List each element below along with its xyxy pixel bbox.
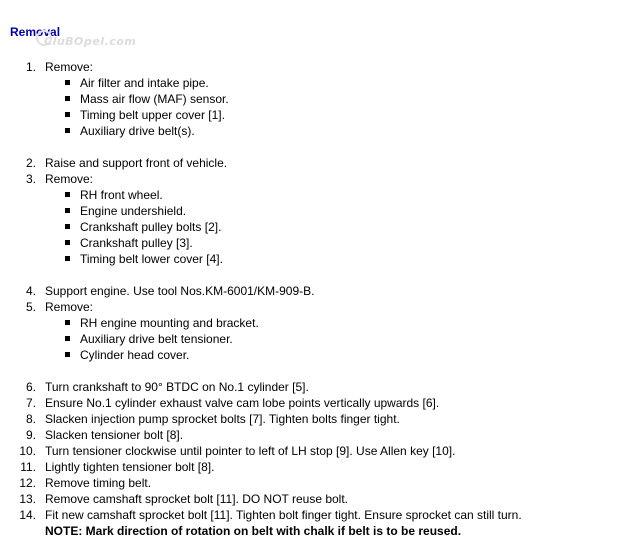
step-text: Remove: [45,300,94,314]
step-number: 11. [20,460,36,474]
list-item-text: Timing belt lower cover [4]. [80,252,223,266]
step-text: Raise and support front of vehicle. [45,156,228,170]
list-item [0,203,619,219]
step-8 [0,411,619,427]
bullet-icon [65,192,70,197]
step-11 [0,459,619,475]
step-text: Fit new camshaft sprocket bolt [11]. Tighten bolt finger tight. Ensure sprocket can still turn. [45,508,522,522]
step-text: Remove: [45,60,94,74]
list-item-text: Crankshaft pulley [3]. [80,236,193,250]
note-text: NOTE: Mark direction of rotation on belt with chalk if belt is to be reused. [45,524,462,538]
list-item [0,187,619,203]
step-number: 4. [25,284,36,298]
list-item-text: RH engine mounting and bracket. [80,316,259,330]
list-item-text: Mass air flow (MAF) sensor. [80,92,229,106]
step-12 [0,475,619,491]
list-item-text: Air filter and intake pipe. [80,76,209,90]
step-7 [0,395,619,411]
list-item [0,107,619,123]
step-number: 6. [25,380,36,394]
page-title: Removal [10,25,61,39]
step-number: 14. [19,508,36,522]
step-text: Remove timing belt. [45,476,152,490]
step-text: Remove: [45,172,94,186]
bullet-icon [65,128,70,133]
step-3 [0,171,619,187]
bullet-icon [65,336,70,341]
step-10 [0,443,619,459]
step-number: 12. [19,476,36,490]
step-number: 9. [25,428,36,442]
bullet-icon [65,96,70,101]
list-item [0,331,619,347]
step-text: Lightly tighten tensioner bolt [8]. [45,460,215,474]
step-4 [0,283,619,299]
step-text: Slacken injection pump sprocket bolts [7]. Tighten bolts finger tight. [45,412,400,426]
list-item-text: Engine undershield. [80,204,187,218]
list-item-text: Auxiliary drive belt(s). [80,124,195,138]
bullet-icon [65,208,70,213]
bullet-icon [65,352,70,357]
step-number: 5. [25,300,36,314]
list-item-text: Cylinder head cover. [80,348,190,362]
step-text: Slacken tensioner bolt [8]. [45,428,184,442]
step-6 [0,379,619,395]
step-14-note [0,523,619,539]
list-item-text: Timing belt upper cover [1]. [80,108,225,122]
step-2 [0,155,619,171]
step-1 [0,59,619,75]
step-number: 2. [25,156,36,170]
list-item-text: RH front wheel. [80,188,163,202]
step-text: Turn tensioner clockwise until pointer to left of LH stop [9]. Use Allen key [10]. [45,444,456,458]
step-13 [0,491,619,507]
list-item [0,123,619,139]
step-5 [0,299,619,315]
step-text: Turn crankshaft to 90° BTDC on No.1 cylinder [5]. [45,380,309,394]
bullet-icon [65,112,70,117]
list-item [0,347,619,363]
list-item [0,91,619,107]
step-number: 7. [25,396,36,410]
step-text: Ensure No.1 cylinder exhaust valve cam lobe points vertically upwards [6]. [45,396,440,410]
step-text: Support engine. Use tool Nos.KM-6001/KM-909-B. [45,284,315,298]
step-number: 3. [25,172,36,186]
bullet-icon [65,320,70,325]
bullet-icon [65,224,70,229]
step-14 [0,507,619,523]
list-item-text: Crankshaft pulley bolts [2]. [80,220,222,234]
bullet-icon [65,256,70,261]
step-number: 1. [25,60,36,74]
list-item [0,251,619,267]
watermark-text: CluBOpel.com [44,35,137,48]
list-item [0,75,619,91]
list-item [0,219,619,235]
bullet-icon [65,80,70,85]
step-number: 13. [19,492,36,506]
step-text: Remove camshaft sprocket bolt [11]. DO NOT reuse bolt. [45,492,349,506]
step-number: 8. [25,412,36,426]
bullet-icon [65,240,70,245]
list-item-text: Auxiliary drive belt tensioner. [80,332,233,346]
list-item [0,315,619,331]
step-number: 10. [19,444,36,458]
list-item [0,235,619,251]
step-9 [0,427,619,443]
